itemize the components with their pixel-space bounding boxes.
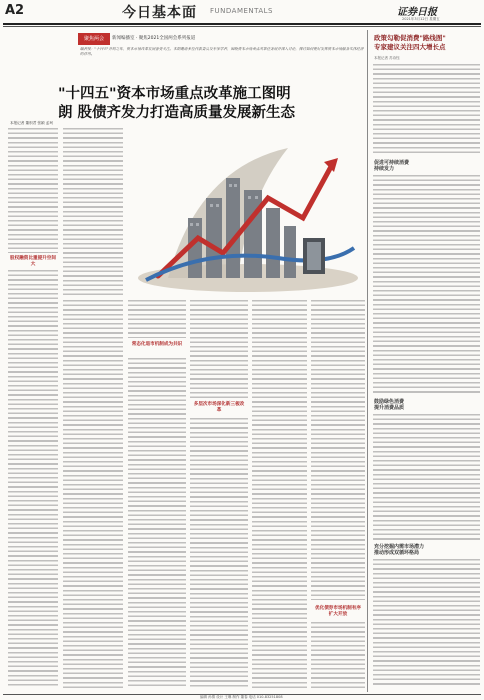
right-article-title-line2: 专家建议关注四大增长点 [374,43,446,51]
right-column-text-2 [373,175,480,395]
editor-note: 编者按："十四五"开局之年，资本市场改革发展备受关注。本期邀请多位代表委员及专家学者，围绕资本市场重点改革任务展开深入讨论，探讨如何更好发挥资本市场服务实体经济的作用。 [80,47,364,56]
issue-date: 2021年3月12日 星期五 [402,17,440,21]
newspaper-masthead: 证券日报 [397,7,437,18]
article-subhead-3: 多层次市场深化新三板改革 [193,402,245,413]
article-subhead-1: 股权融资比重提升空间大 [10,256,56,267]
header-rule [3,23,481,25]
section-title: 今日基本面 [122,5,197,21]
article-column-3a [128,300,186,338]
article-column-4b [190,418,248,688]
article-column-6b [311,622,365,688]
right-subhead-2-line1: 鼓励绿色消费 [374,399,405,405]
article-column-1a [8,128,58,253]
article-subhead-2: 常态化退市机制成为共识 [131,342,183,347]
article-subhead-4: 优化债券市场机制有序扩大开放 [315,606,361,617]
feature-illustration [128,128,360,296]
right-subhead-3-line2: 推动形成双循环格局 [374,550,420,556]
right-subhead-3-line1: 充分挖掘内需市场潜力 [374,544,425,550]
right-subhead-2-line2: 提升消费品质 [374,405,405,411]
section-english-title: FUNDAMENTALS [210,7,274,15]
kicker-text: 新闻编播室 · 聚焦2021全国两会系列报道 [112,36,196,41]
article-column-2a [63,128,123,296]
column-divider [367,30,368,692]
article-column-1b [8,270,58,688]
right-column-text-1 [373,64,480,156]
article-column-2b [63,300,123,688]
right-article-title-line1: 政策勾勒促消费"路线图" [374,34,446,42]
feature-headline: "十四五"资本市场重点改革施工图明朗 股债齐发力打造高质量发展新生态 [58,86,296,121]
article-column-6a [311,300,365,600]
article-column-4a [190,300,248,398]
feature-byline: 本报记者 董枳君 张颖 孟珂 [10,121,53,125]
page-number: A2 [5,3,25,18]
right-article-byline: 本报记者 苏诗钰 [374,56,400,60]
capital-market-illustration [128,128,360,296]
article-column-5 [252,300,307,688]
right-column-text-3 [373,414,480,540]
page-footer: 编辑 孙倩 设计 王琳 制作 董春 电话 010-83251808 [200,695,283,699]
right-subhead-1-line2: 持续发力 [374,166,395,172]
right-column-text-4 [373,559,480,688]
header-rule-thin [3,26,481,27]
right-subhead-1-line1: 促进可持续消费 [374,160,410,166]
kicker-badge: 聚焦两会 [78,33,110,45]
article-column-3b [128,358,186,688]
